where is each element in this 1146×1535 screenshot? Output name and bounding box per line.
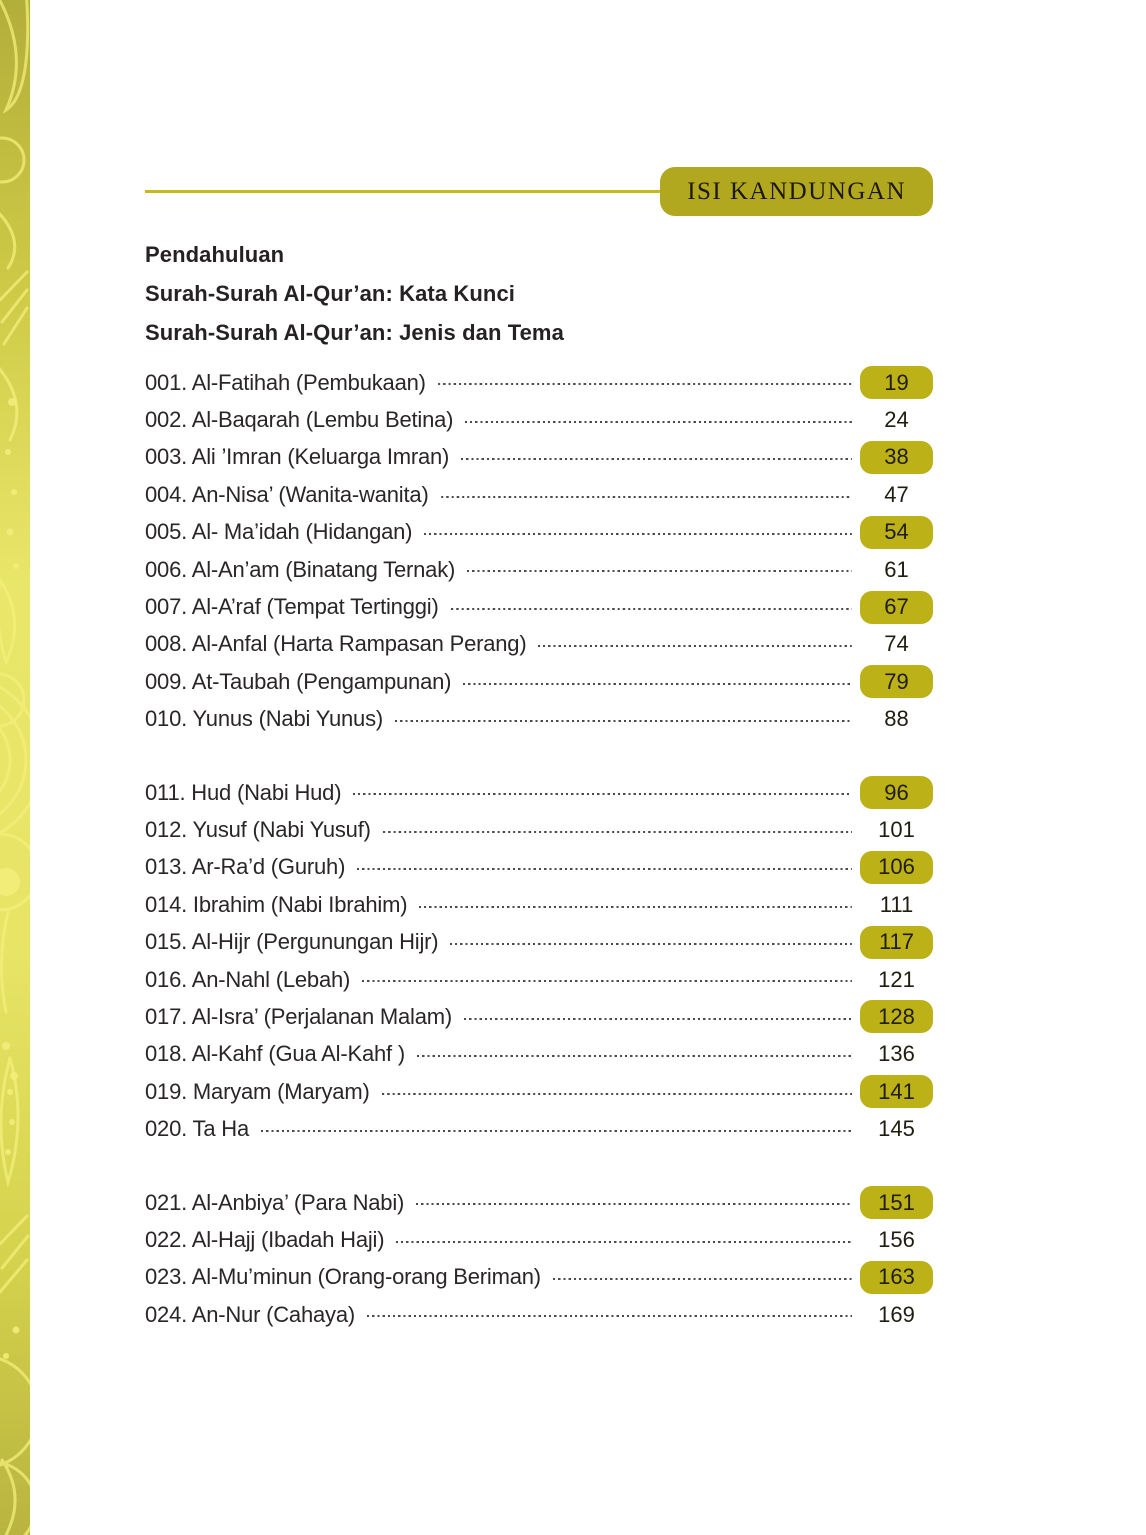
entry-page: 145 [878,1116,915,1142]
entry-title: 015. Al-Hijr (Pergunungan Hijr) [145,929,439,955]
toc-entry[interactable] [145,364,933,401]
dot-leader [461,458,852,461]
decorative-side-border-ornament [0,0,30,1535]
entry-title: 020. Ta Ha [145,1116,250,1142]
toc-entry[interactable] [145,1110,933,1147]
entry-title: 010. Yunus (Nabi Yunus) [145,706,383,732]
entry-page-highlighted: 38 [860,441,933,474]
dot-leader [441,495,852,498]
entry-title: 012. Yusuf (Nabi Yusuf) [145,816,371,842]
entry-page-highlighted: 67 [860,591,933,624]
toc-entry[interactable] [145,849,933,886]
entry-page: 74 [884,631,909,657]
entry-page: 156 [878,1226,915,1252]
dot-leader [383,830,852,833]
dot-leader [395,720,852,723]
entry-title: 004. An-Nisa’ (Wanita-wanita) [145,481,429,507]
dot-leader [464,1017,852,1020]
entry-title: 023. Al-Mu’minun (Orang-orang Beriman) [145,1264,541,1290]
entry-page-highlighted: 128 [860,1000,933,1033]
entry-title: 019. Maryam (Maryam) [145,1078,370,1104]
header-rule [145,190,660,193]
intro-item[interactable]: Surah-Surah Al-Qur’an: Kata Kunci [145,281,516,306]
entry-title: 005. Al- Ma’idah (Hidangan) [145,519,413,545]
entry-page: 47 [884,481,909,507]
entry-page: 111 [879,891,914,917]
entry-page-highlighted: 19 [860,366,933,399]
dot-leader [419,905,852,908]
toc-entry[interactable] [145,886,933,923]
toc-entry[interactable] [145,1073,933,1110]
dot-leader [416,1203,852,1206]
entry-page-highlighted: 54 [860,516,933,549]
entry-title: 001. Al-Fatihah (Pembukaan) [145,369,426,395]
entry-title: 021. Al-Anbiya’ (Para Nabi) [145,1189,405,1215]
toc-entry[interactable] [145,588,933,625]
entry-page: 24 [884,407,909,433]
entry-title: 011. Hud (Nabi Hud) [145,779,342,805]
toc-content [145,235,933,1333]
entry-page: 101 [878,816,915,842]
entry-title: 006. Al-An’am (Binatang Ternak) [145,556,456,582]
entry-title: 017. Al-Isra’ (Perjalanan Malam) [145,1003,453,1029]
entry-title: 024. An-Nur (Cahaya) [145,1301,355,1327]
toc-entry[interactable] [145,811,933,848]
toc-entry[interactable] [145,1184,933,1221]
entry-title: 003. Ali ’Imran (Keluarga Imran) [145,444,450,470]
toc-entry[interactable] [145,476,933,513]
toc-group [145,774,933,1148]
dot-leader [362,980,852,983]
dot-leader [538,645,852,648]
toc-entry[interactable] [145,626,933,663]
entry-page-highlighted: 151 [860,1186,933,1219]
dot-leader [367,1315,852,1318]
dot-leader [396,1240,852,1243]
entry-page: 61 [884,556,909,582]
entry-title: 013. Ar-Ra’d (Guruh) [145,854,346,880]
page-title: ISI KANDUNGAN [660,167,933,216]
entry-page: 169 [878,1301,915,1327]
entry-title: 016. An-Nahl (Lebah) [145,966,351,992]
entry-page: 121 [878,966,915,992]
dot-leader [465,421,852,424]
toc-entry[interactable] [145,961,933,998]
dot-leader [438,383,852,386]
dot-leader [450,943,852,946]
entry-title: 008. Al-Anfal (Harta Rampasan Perang) [145,631,527,657]
dot-leader [353,793,852,796]
intro-list [145,235,933,352]
toc-entry[interactable] [145,551,933,588]
entry-title: 007. Al-A’raf (Tempat Tertinggi) [145,594,439,620]
toc-entry[interactable] [145,663,933,700]
toc-entry[interactable] [145,514,933,551]
entry-title: 002. Al-Baqarah (Lembu Betina) [145,407,454,433]
entry-title: 014. Ibrahim (Nabi Ibrahim) [145,891,408,917]
dot-leader [451,608,852,611]
entry-page-highlighted: 117 [860,926,933,959]
toc-list [145,364,933,1333]
entry-title: 022. Al-Hajj (Ibadah Haji) [145,1226,385,1252]
toc-entry[interactable] [145,1296,933,1333]
entry-title: 018. Al-Kahf (Gua Al-Kahf ) [145,1041,405,1067]
toc-entry[interactable] [145,439,933,476]
toc-entry[interactable] [145,1036,933,1073]
toc-group [145,364,933,738]
entry-page: 88 [884,706,909,732]
toc-entry[interactable] [145,774,933,811]
entry-page-highlighted: 79 [860,665,933,698]
toc-entry[interactable] [145,401,933,438]
entry-page-highlighted: 163 [860,1261,933,1294]
dot-leader [261,1130,852,1133]
toc-entry[interactable] [145,701,933,738]
toc-entry[interactable] [145,998,933,1035]
dot-leader [382,1092,852,1095]
dot-leader [417,1055,852,1058]
entry-page-highlighted: 96 [860,776,933,809]
entry-page: 136 [878,1041,915,1067]
toc-group [145,1184,933,1334]
toc-entry[interactable] [145,923,933,960]
entry-page-highlighted: 141 [860,1075,933,1108]
dot-leader [467,570,852,573]
intro-item[interactable]: Pendahuluan [145,242,285,267]
dot-leader [553,1278,852,1281]
page-header [145,167,933,216]
toc-entry[interactable] [145,1259,933,1296]
toc-entry[interactable] [145,1221,933,1258]
entry-page-highlighted: 106 [860,851,933,884]
dot-leader [424,533,852,536]
intro-item[interactable]: Surah-Surah Al-Qur’an: Jenis dan Tema [145,320,564,345]
dot-leader [463,682,852,685]
dot-leader [357,868,852,871]
entry-title: 009. At-Taubah (Pengampunan) [145,668,452,694]
